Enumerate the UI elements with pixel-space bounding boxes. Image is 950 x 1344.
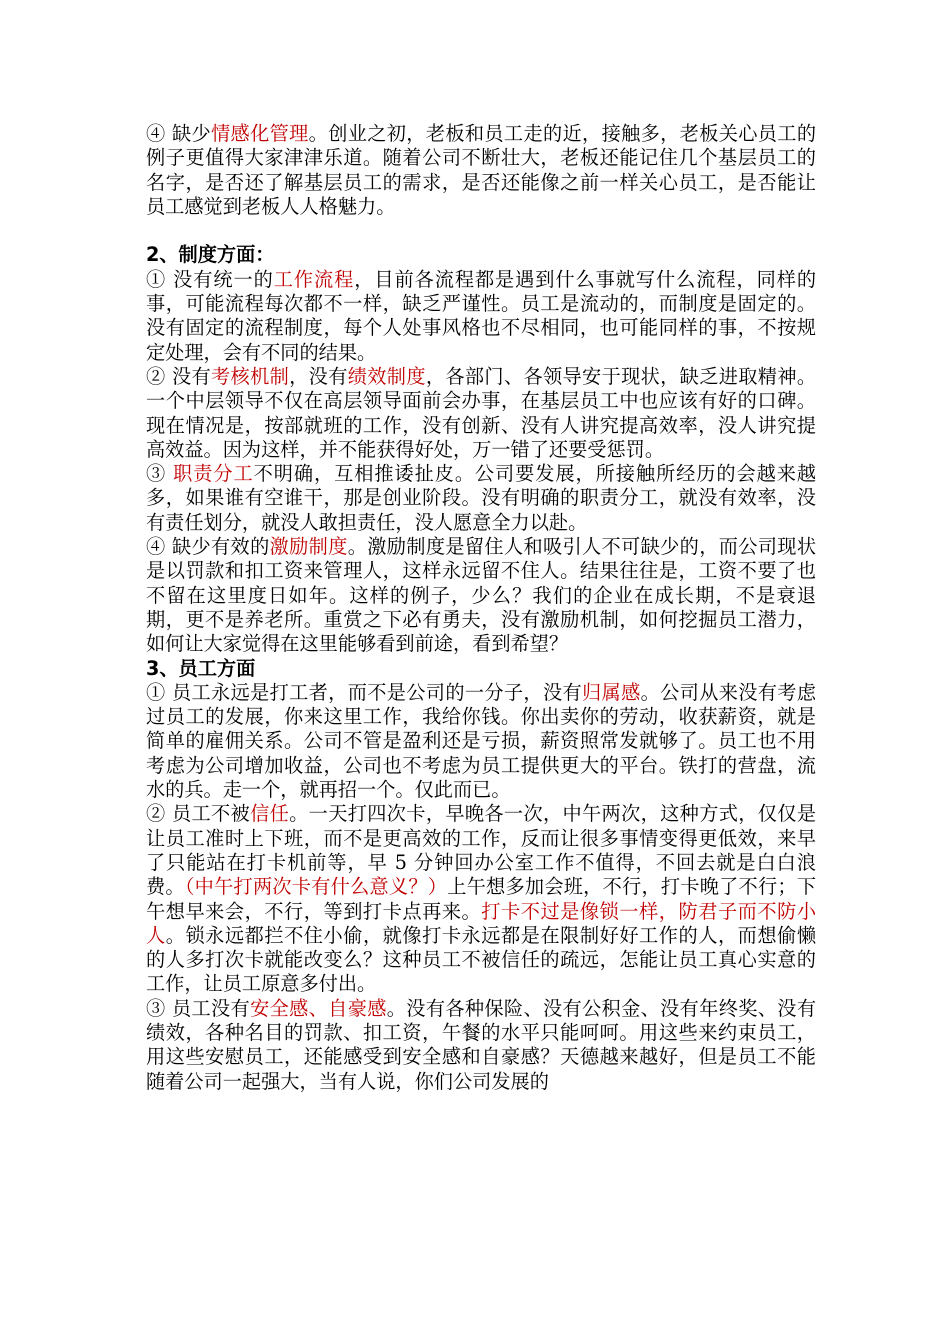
highlight-term: 考核机制 bbox=[211, 364, 290, 388]
highlight-term: 情感化管理 bbox=[211, 122, 309, 145]
highlight-term: 绩效制度 bbox=[347, 364, 426, 388]
paragraph-security: ③ 员工没有安全感、自豪感。没有各种保险、没有公积金、没有年终奖、没有绩效，各种名目的罚款、扣工资，午餐的水平只能呵呵。用这些来约束员工，用这些安慰员工，还能感受到安全感和自豪感？天德越来越好，但是员工不能随着公司一起强大，当有人说，你们公司发展的 bbox=[146, 996, 817, 1093]
section-heading-employee: 3、员工方面 bbox=[146, 656, 256, 680]
paragraph-emotional-management: ④ 缺少情感化管理。创业之初，老板和员工走的近，接触多，老板关心员工的例子更值得大家津津乐道。随着公司不断壮大，老板还能记住几个基层员工的名字，是否还了解基层员工的需求，是否还能像之前一样关心员工，是否能让员工感觉到老板人人格魅力。 bbox=[146, 122, 817, 218]
highlight-term: 安全感、自豪感 bbox=[250, 996, 387, 1020]
paragraph-workflow: ① 没有统一的工作流程，目前各流程都是遇到什么事就写什么流程，同样的事，可能流程每次都不一样，缺乏严谨性。员工是流动的，而制度是固定的。没有固定的流程制度，每个人处事风格也不尽相同，也可能同样的事，不按规定处理，会有不同的结果。 bbox=[146, 267, 817, 364]
highlight-term: 职责分工 bbox=[173, 462, 254, 486]
paragraph-incentive: ④ 缺少有效的激励制度。激励制度是留住人和吸引人不可缺少的，而公司现状是以罚款和扣工资来管理人，这样永远留不住人。结果往往是，工资不要了也不留在这里度日如年。这样的例子，少么？我们的企业在成长期，不是衰退期，更不是养老所。重赏之下必有勇夫，没有激励机制，如何挖掘员工潜力，如何让大家觉得在这里能够看到前途，看到希望？ bbox=[146, 535, 817, 656]
paragraph-assessment: ② 没有考核机制，没有绩效制度，各部门、各领导安于现状，缺乏进取精神。一个中层领导不仅在高层领导面前会办事，在基层员工中也应该有好的口碑。现在情况是，按部就班的工作，没有创新、没有人讲究提高效率，没人讲究提高效益。因为这样，并不能获得好处，万一错了还要受惩罚。 bbox=[146, 364, 817, 461]
highlight-term: 工作流程 bbox=[273, 267, 355, 291]
highlight-term: 激励制度 bbox=[269, 535, 348, 559]
document-body bbox=[146, 122, 816, 1094]
paragraph-gap bbox=[146, 219, 816, 243]
highlight-question: （中午打两次卡有什么意义？） bbox=[184, 875, 448, 899]
paragraph-trust: ② 员工不被信任。一天打四次卡，早晚各一次，中午两次，这种方式，仅仅是让员工准时上下班，而不是更高效的工作，反而让很多事情变得更低效，来早了只能站在打卡机前等，早 5 分钟回办公室工作不值得，不回去就是白白浪费。（中午打两次卡有什么意义？）上午想多加会班，不行，打卡晚了不行；下午想早来会，不行，等到打卡点再来。打卡不过是像锁一样，防君子而不防小人。锁永远都拦不住小偷，就像打卡永远都是在限制好好工作的人，而想偷懒的人多打次卡就能改变么？这种员工不被信任的疏远，怎能让员工真心实意的工作，让员工原意多付出。 bbox=[146, 802, 817, 996]
highlight-term: 归属感 bbox=[582, 680, 641, 704]
paragraph-belonging: ① 员工永远是打工者，而不是公司的一分子，没有归属感。公司从来没有考虑过员工的发展，你来这里工作，我给你钱。你出卖你的劳动，收获薪资，就是简单的雇佣关系。公司不管是盈利还是亏损，薪资照常发就够了。员工也不用考虑为公司增加收益，公司也不考虑为员工提供更大的平台。铁打的营盘，流水的兵。走一个，就再招一个。仅此而已。 bbox=[146, 680, 817, 802]
paragraph-responsibility: ③ 职责分工不明确，互相推诿扯皮。公司要发展，所接触所经历的会越来越多，如果谁有空谁干，那是创业阶段。没有明确的职责分工，就没有效率，没有责任划分，就没人敢担责任，没人愿意全力以赴。 bbox=[146, 462, 817, 534]
highlight-sentence: 打卡不过是像锁一样，防君子而不防小人 bbox=[146, 899, 817, 947]
section-heading-system: 2、制度方面： bbox=[146, 243, 275, 267]
highlight-term: 信任 bbox=[250, 802, 290, 826]
